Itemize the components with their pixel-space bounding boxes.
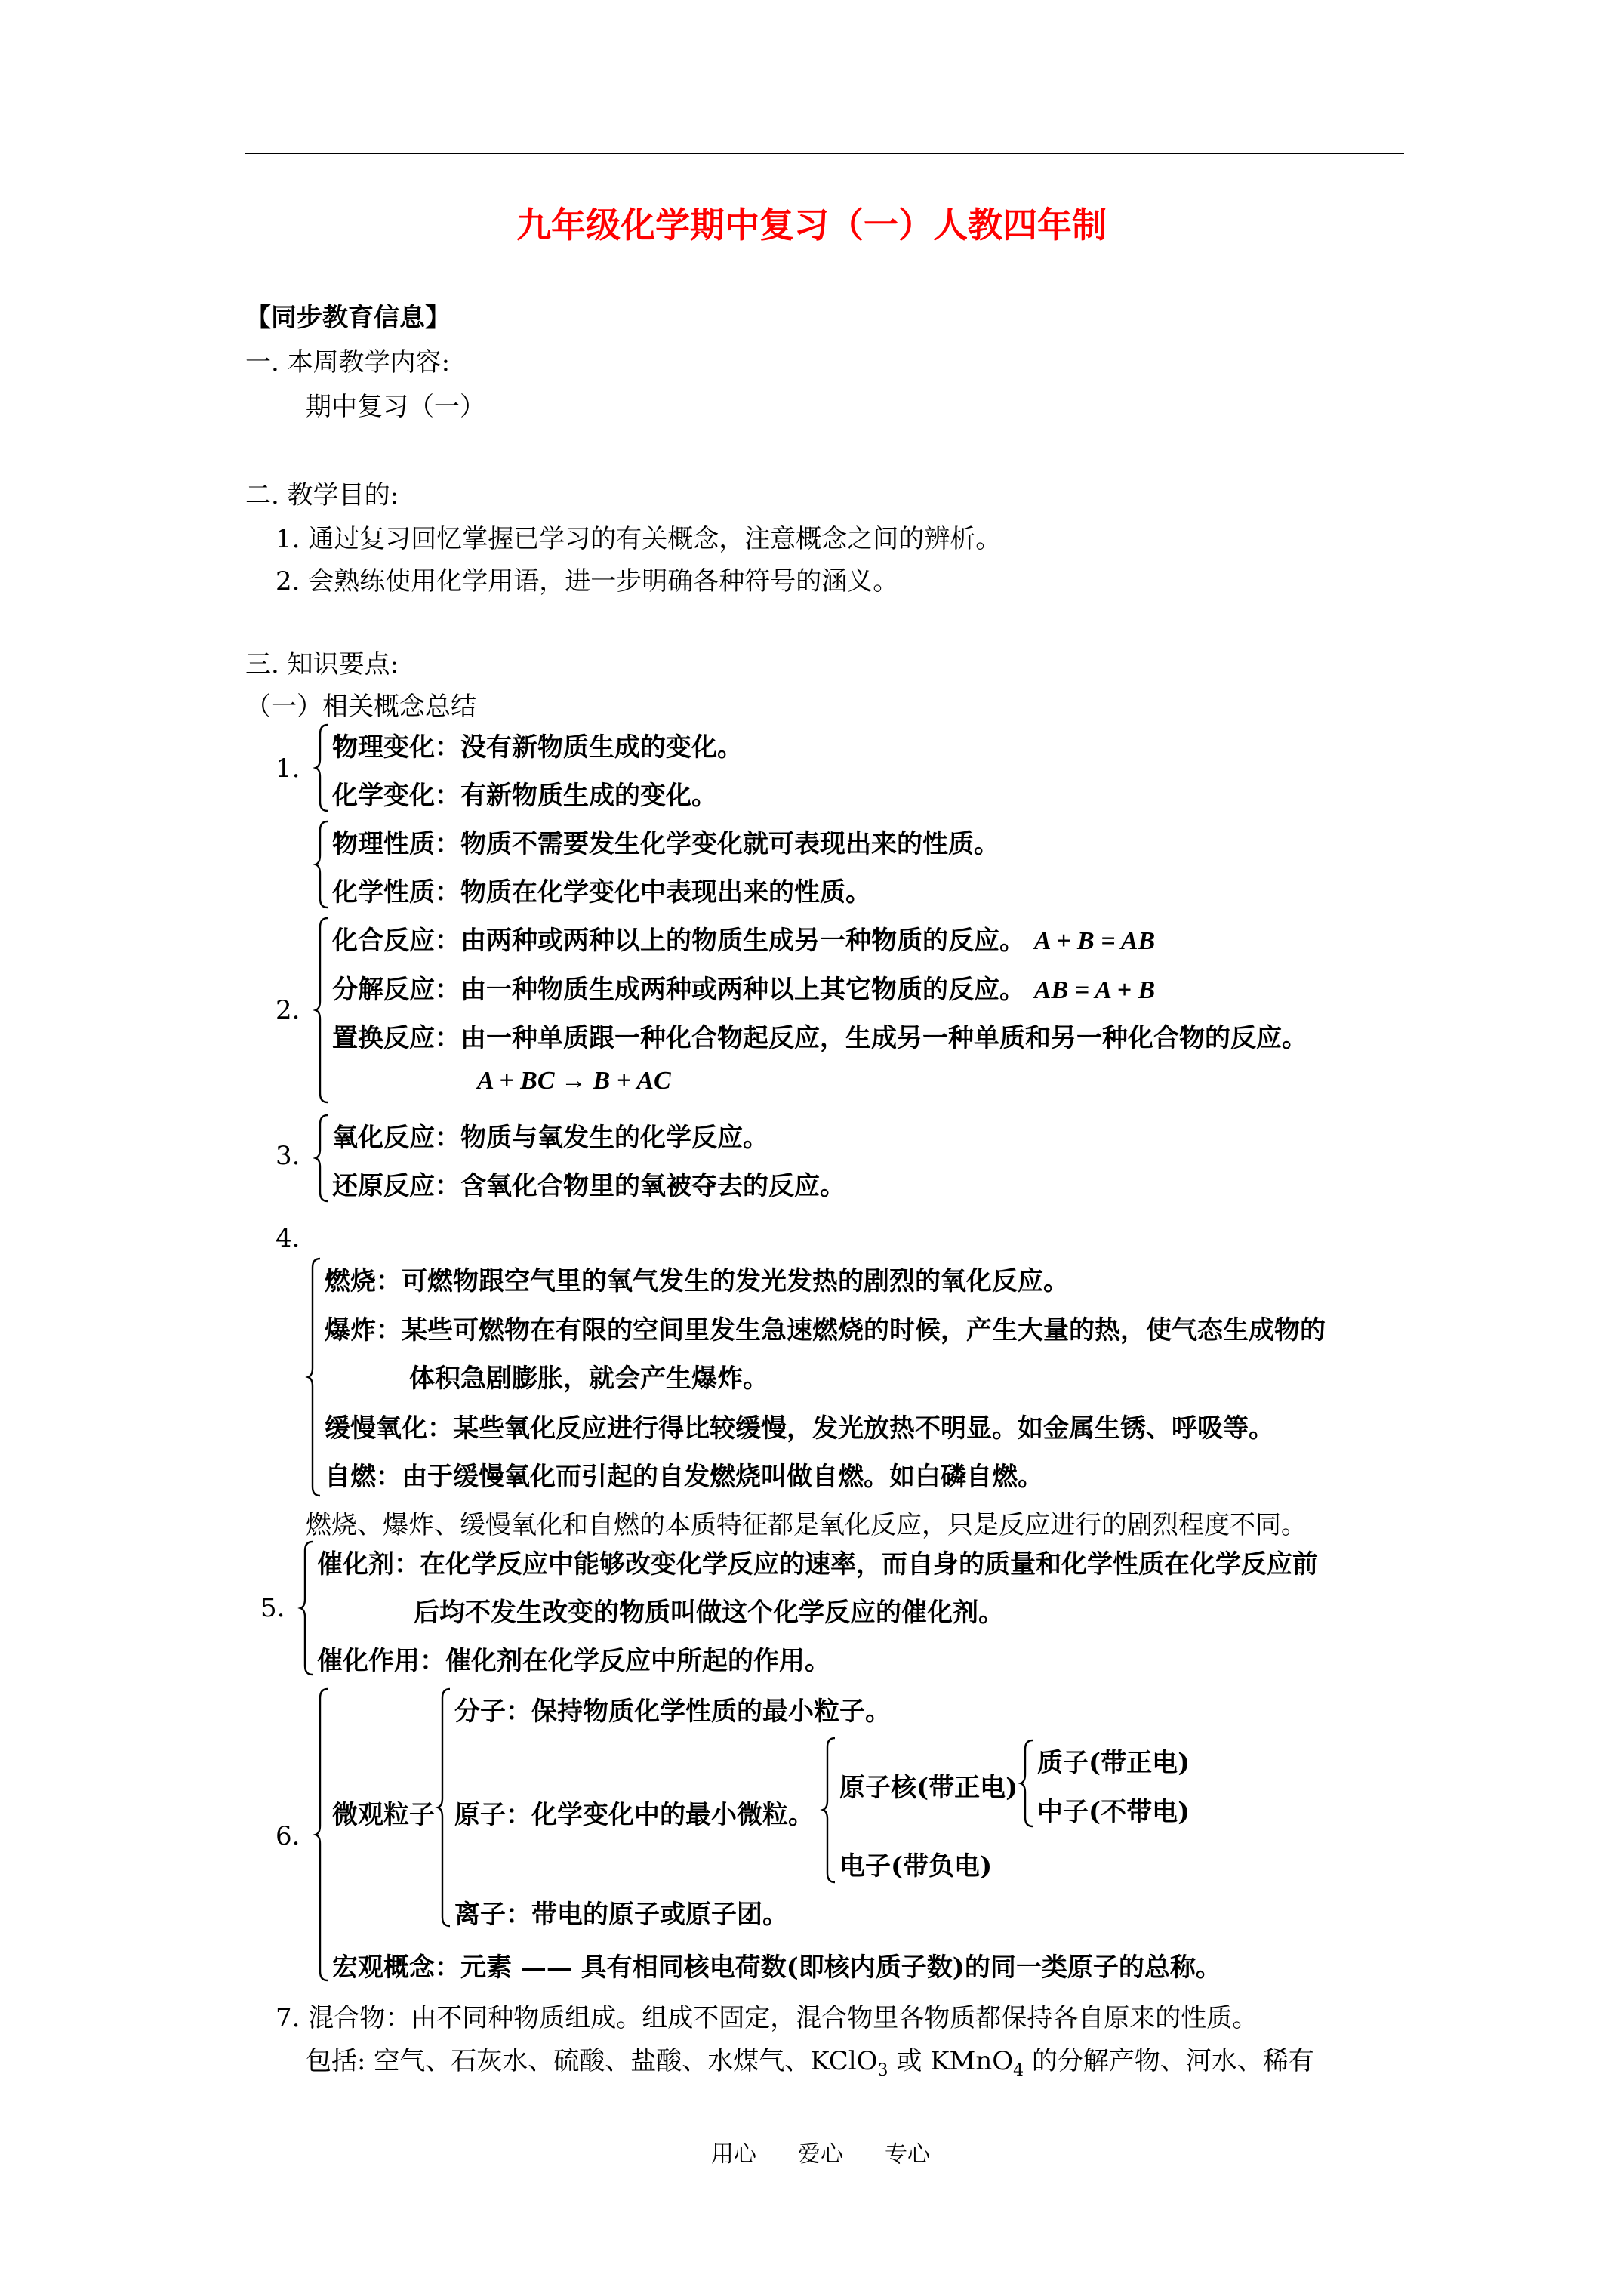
g3-oxidation: 氧化反应：物质与氧发生的化学反应。 <box>332 1123 768 1153</box>
g4-brace <box>308 1257 326 1497</box>
g4-number: 4. <box>276 1223 300 1253</box>
g5-brace <box>300 1540 319 1676</box>
g7-mixture: 7. 混合物：由不同种物质组成。组成不固定，混合物里各物质都保持各自原来的性质。 <box>276 2003 1258 2033</box>
g2-combination-formula: A + B = AB <box>1033 927 1156 955</box>
footer-c: 专心 <box>885 2141 930 2168</box>
s2-item-1: 1. 通过复习回忆掌握已学习的有关概念，注意概念之间的辨析。 <box>276 524 1002 554</box>
page-title: 九年级化学期中复习（一）人教四年制 <box>516 205 1107 245</box>
g2-combination: 化合反应：由两种或两种以上的物质生成另一种物质的反应。 A + B = AB <box>332 926 1156 956</box>
g6-neutron: 中子(不带电) <box>1037 1797 1190 1827</box>
g7-examples: 包括: 空气、石灰水、硫酸、盐酸、水煤气、KClO$_3$ 或 KMnO$_4$ 的分解产物、河水、稀有 <box>306 2046 1314 2080</box>
g6-brace-nucleus <box>1021 1739 1039 1828</box>
g6-brace-micro <box>438 1687 456 1928</box>
g4-slow-oxidation: 缓慢氧化：某些氧化反应进行得比较缓慢，发光放热不明显。如金属生锈、呼吸等。 <box>325 1413 1274 1444</box>
g5-catalyst-cont: 后均不发生改变的物质叫做这个化学反应的催化剂。 <box>414 1598 1004 1628</box>
g1-chemical-property: 化学性质：物质在化学变化中表现出来的性质。 <box>332 877 871 908</box>
g2-decomposition-formula: AB = A + B <box>1033 976 1156 1004</box>
g5-catalyst: 催化剂：在化学反应中能够改变化学反应的速率，而自身的质量和化学性质在化学反应前 <box>317 1549 1318 1579</box>
g6-nucleus: 原子核(带正电) <box>839 1773 1018 1803</box>
g3-brace <box>316 1114 334 1203</box>
g6-molecule: 分子：保持物质化学性质的最小粒子。 <box>454 1697 891 1727</box>
g2-decomposition: 分解反应：由一种物质生成两种或两种以上其它物质的反应。 AB = A + B <box>332 975 1156 1005</box>
s3-subheading: （一）相关概念总结 <box>245 692 476 722</box>
g6-atom: 原子：化学变化中的最小微粒。 <box>454 1800 814 1830</box>
g1-physical-property: 物理性质：物质不需要发生化学变化就可表现出来的性质。 <box>332 829 999 859</box>
g6-ion: 离子：带电的原子或原子团。 <box>454 1900 788 1930</box>
g4-explosion-cont: 体积急剧膨胀，就会产生爆炸。 <box>409 1364 768 1394</box>
footer-b: 爱心 <box>798 2141 843 2168</box>
g6-micro-particles: 微观粒子 <box>332 1800 435 1830</box>
g2-displacement-formula: A + BC → B + AC <box>477 1067 671 1095</box>
g5-catalysis: 催化作用：催化剂在化学反应中所起的作用。 <box>317 1646 830 1676</box>
g3-reduction: 还原反应：含氧化合物里的氧被夺去的反应。 <box>332 1171 845 1201</box>
g4-spontaneous-combustion: 自燃：由于缓慢氧化而引起的自发燃烧叫做自燃。如白磷自燃。 <box>325 1462 1043 1492</box>
g2-number: 2. <box>276 995 300 1025</box>
g2-displacement: 置换反应：由一种单质跟一种化合物起反应，生成另一种单质和另一种化合物的反应。 <box>332 1023 1307 1053</box>
s3-heading: 三. 知识要点: <box>245 649 399 680</box>
s1-content: 期中复习（一） <box>306 392 485 422</box>
g3-number: 3. <box>276 1141 300 1171</box>
g1-brace-2 <box>316 820 334 909</box>
g4-summary: 燃烧、爆炸、缓慢氧化和自燃的本质特征都是氧化反应，只是反应进行的剧烈程度不同。 <box>306 1510 1307 1540</box>
g2-brace <box>316 917 334 1104</box>
g1-brace-1 <box>316 723 334 812</box>
g4-combustion: 燃烧：可燃物跟空气里的氧气发生的发光发热的剧烈的氧化反应。 <box>325 1266 1069 1296</box>
g1-number: 1. <box>276 754 300 784</box>
g6-brace-atom <box>823 1737 841 1884</box>
g6-number: 6. <box>276 1821 300 1851</box>
g5-number: 5. <box>260 1593 285 1623</box>
g6-proton: 质子(带正电) <box>1037 1748 1190 1778</box>
s2-item-2: 2. 会熟练使用化学用语，进一步明确各种符号的涵义。 <box>276 566 899 596</box>
section-header: 【同步教育信息】 <box>245 303 451 333</box>
footer-a: 用心 <box>711 2141 756 2168</box>
g6-brace-outer <box>316 1687 334 1982</box>
g4-explosion: 爆炸：某些可燃物在有限的空间里发生急速燃烧的时候，产生大量的热，使气态生成物的 <box>325 1315 1326 1345</box>
header-rule <box>245 153 1404 154</box>
s2-heading: 二. 教学目的: <box>245 480 399 510</box>
s1-heading: 一. 本周教学内容: <box>245 347 451 378</box>
g1-chemical-change: 化学变化：有新物质生成的变化。 <box>332 781 717 811</box>
g6-electron: 电子(带负电) <box>839 1851 993 1881</box>
g6-macro-element: 宏观概念：元素 —— 具有相同核电荷数(即核内质子数)的同一类原子的总称。 <box>332 1952 1221 1983</box>
g1-physical-change: 物理变化：没有新物质生成的变化。 <box>332 732 743 763</box>
